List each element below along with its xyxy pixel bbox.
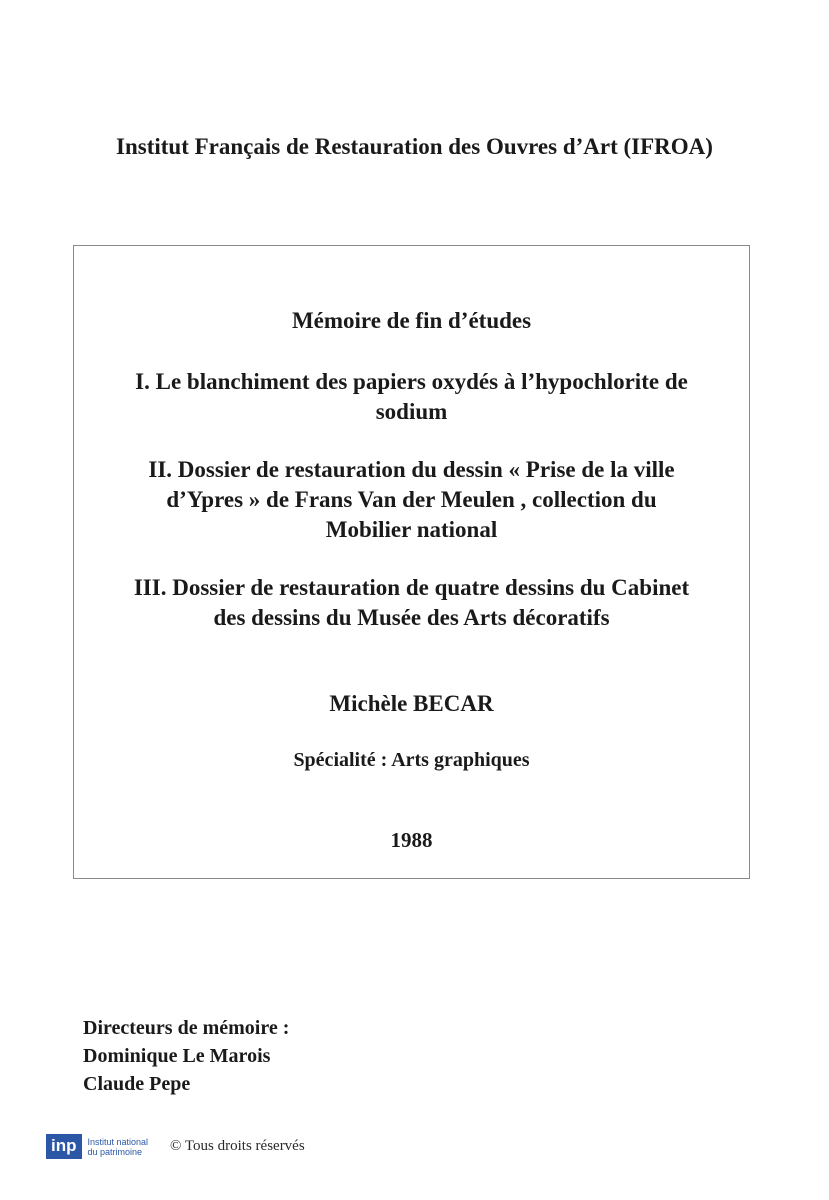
director-name: Dominique Le Marois: [83, 1045, 271, 1067]
memoire-title: Mémoire de fin d’études: [291, 308, 532, 333]
directors-label: Directeurs de mémoire :: [83, 1017, 290, 1039]
inp-logo: [46, 1134, 148, 1159]
inp-logo-text-line: Institut national: [87, 1136, 149, 1147]
part-1-title: [74, 367, 749, 427]
part-2-line: d’Ypres » de Frans Van der Meulen , collection du: [166, 487, 657, 512]
part-1-line: I. Le blanchiment des papiers oxydés à l’hypochlorite de: [135, 369, 688, 394]
inp-logo-text-line: du patrimoine: [87, 1146, 143, 1157]
part-2-title: [74, 455, 749, 545]
specialite: Spécialité : Arts graphiques: [293, 749, 530, 771]
part-1-line: sodium: [375, 399, 448, 424]
title-frame: [73, 245, 750, 879]
year: 1988: [390, 828, 433, 852]
rights-notice: © Tous droits réservés: [170, 1138, 305, 1154]
institute-heading: Institut Français de Restauration des Ouvres d’Art (IFROA): [116, 134, 713, 159]
inp-logo-text: [88, 1137, 149, 1157]
part-3-title: [74, 573, 749, 633]
part-3-line: des dessins du Musée des Arts décoratifs: [213, 605, 610, 630]
inp-logo-mark: inp: [46, 1134, 82, 1159]
part-2-line: II. Dossier de restauration du dessin « Prise de la ville: [148, 457, 675, 482]
footer: [46, 1134, 305, 1159]
part-3-line: III. Dossier de restauration de quatre dessins du Cabinet: [133, 575, 690, 600]
part-2-line: Mobilier national: [325, 517, 498, 542]
author-name: Michèle BECAR: [329, 691, 494, 716]
director-name: Claude Pepe: [83, 1073, 191, 1095]
directors-block: [83, 1014, 289, 1098]
